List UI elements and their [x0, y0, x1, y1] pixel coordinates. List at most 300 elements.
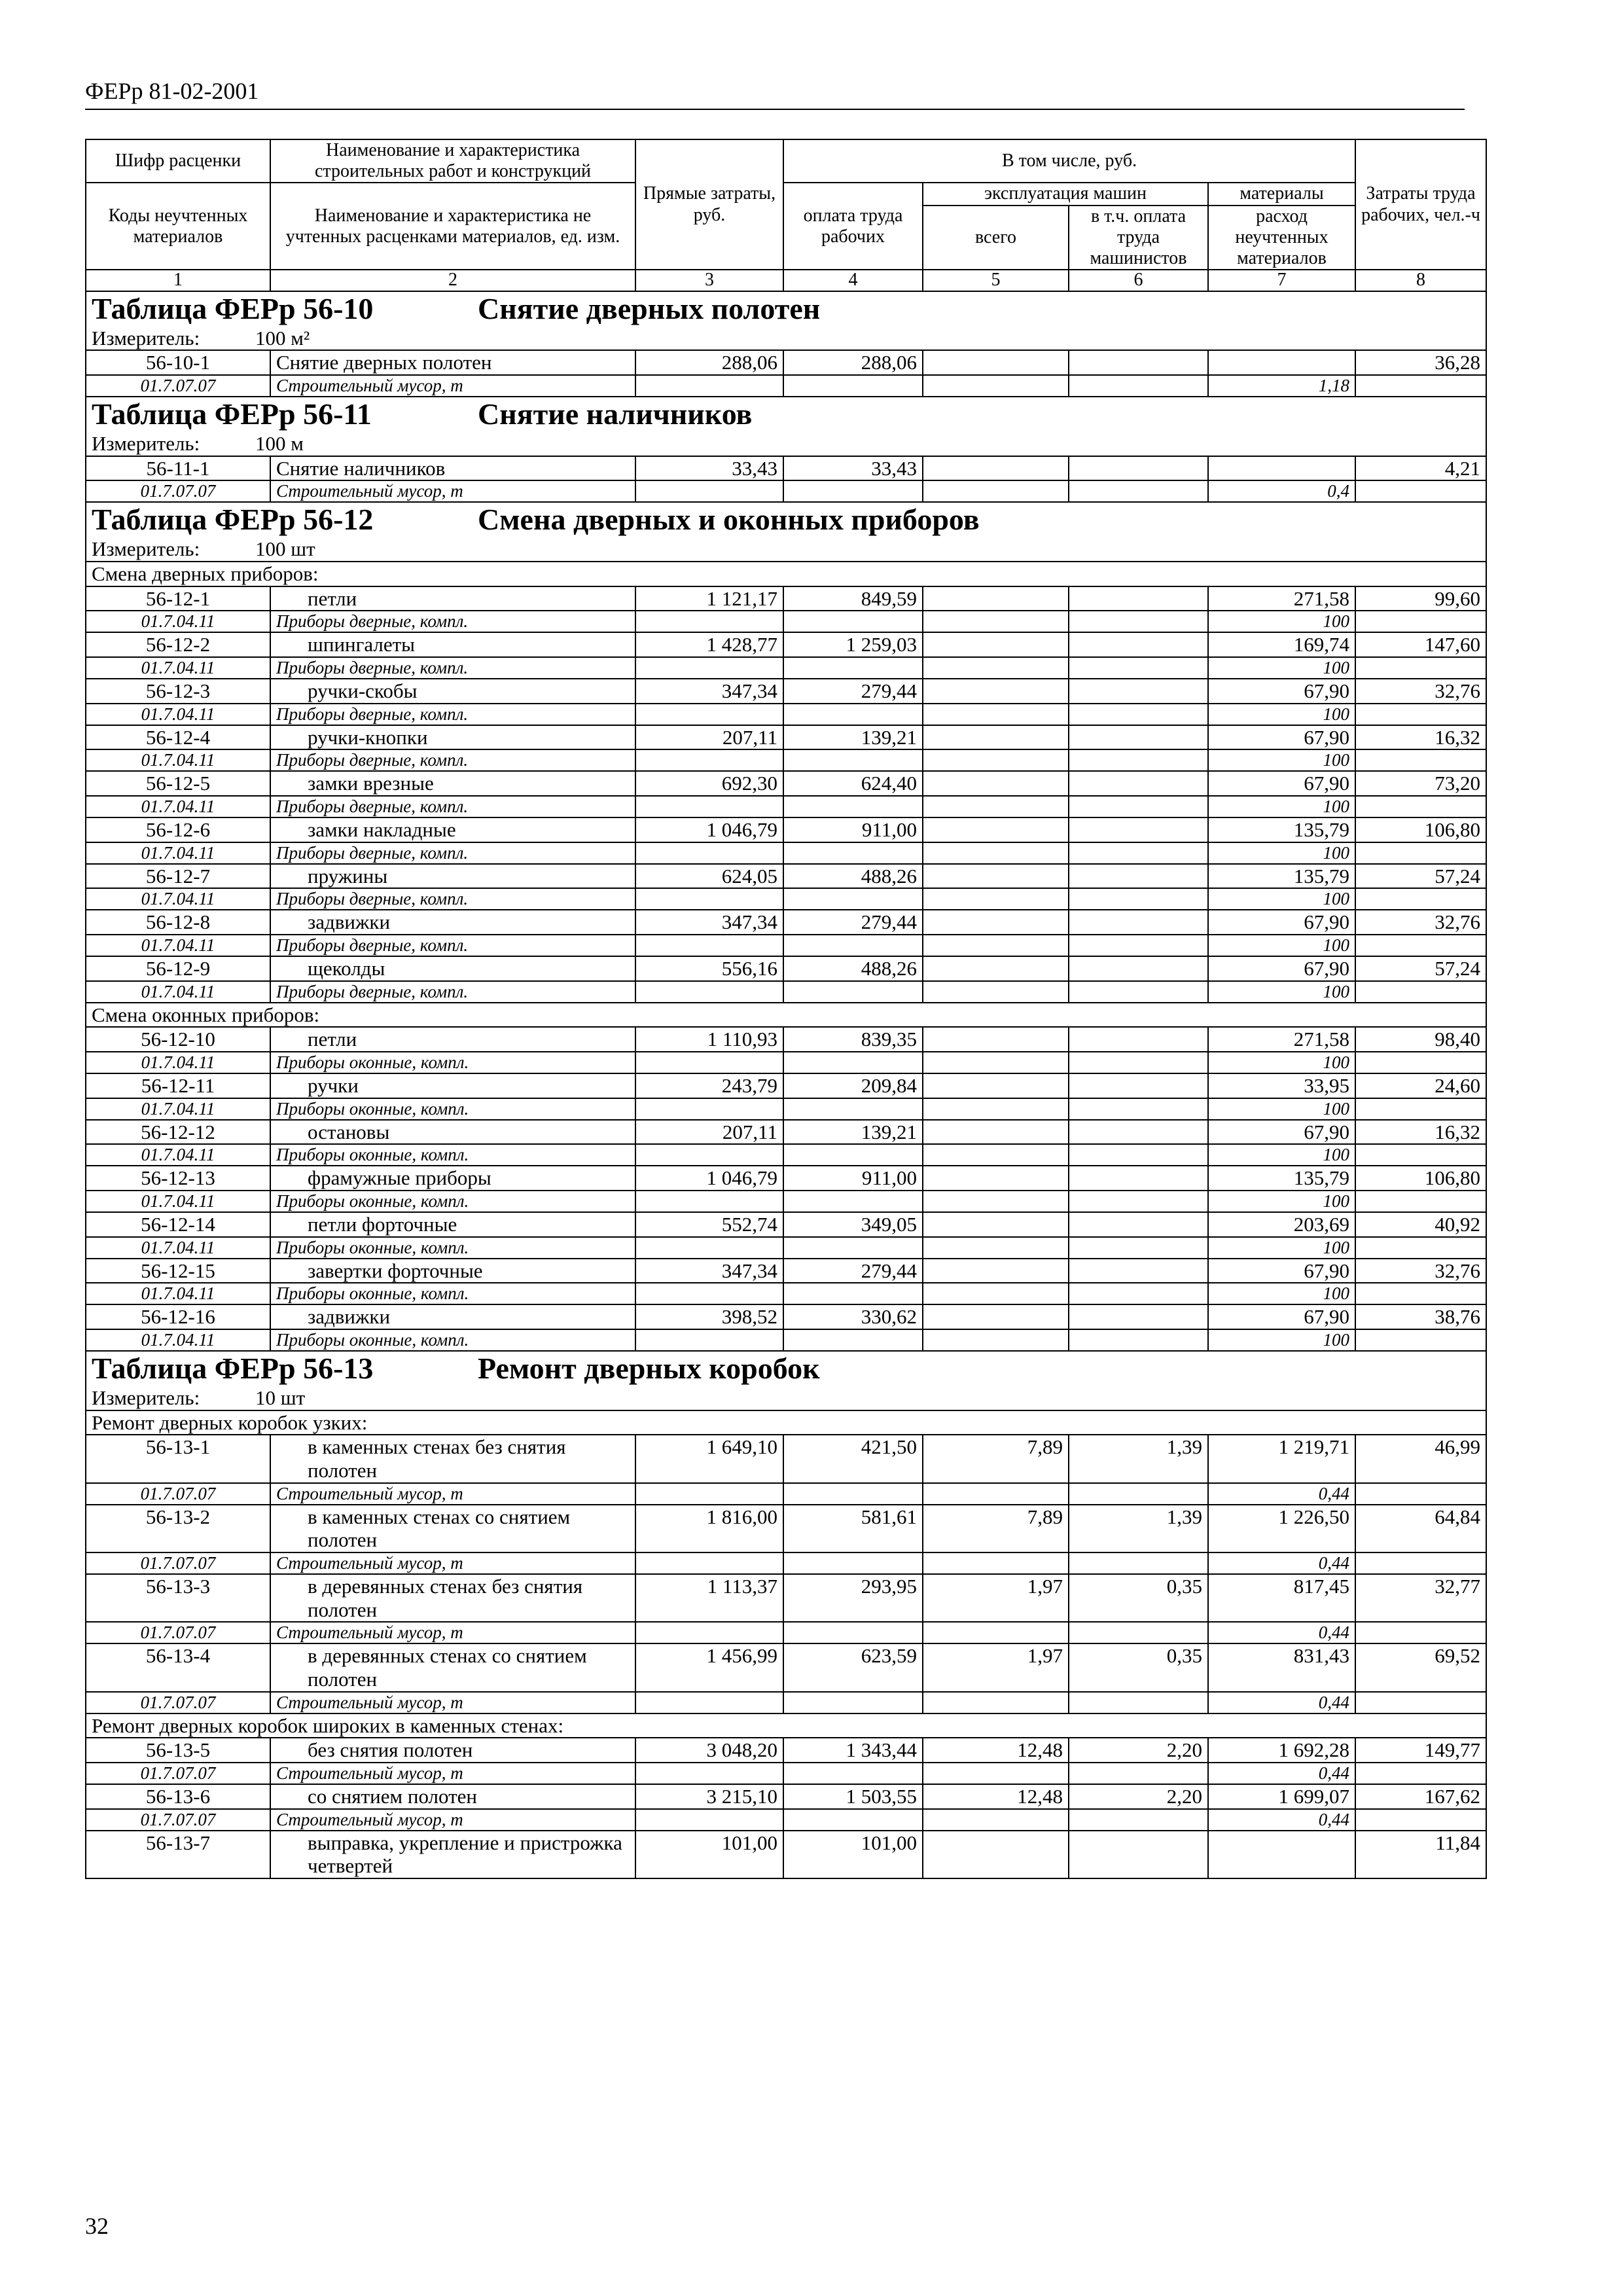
table-title: Ремонт дверных коробок: [478, 1352, 820, 1386]
material-row: [86, 375, 1486, 397]
table-row: [86, 632, 1486, 657]
empty-cell: [783, 1052, 923, 1073]
empty-cell: [923, 1692, 1069, 1713]
table-title: Снятие наличников: [478, 397, 753, 431]
measure-label: Измеритель:: [92, 537, 200, 561]
table-row: [86, 1259, 1486, 1283]
work-name: [270, 1027, 635, 1052]
direct-cost: 1 121,17: [635, 586, 783, 611]
empty-cell: [1069, 1144, 1208, 1166]
empty-cell: [1355, 749, 1486, 771]
material-name: Строительный мусор, т: [270, 1763, 635, 1784]
measure-label: Измеритель:: [92, 432, 200, 456]
empty-cell: [1069, 1483, 1208, 1505]
rate-code: 56-13-7: [86, 1831, 270, 1878]
empty-cell: [783, 1329, 923, 1351]
col-header-materials: материалы: [1208, 183, 1355, 205]
rate-code: 56-13-4: [86, 1643, 270, 1691]
work-name-text: задвижки: [308, 910, 391, 934]
material-code: 01.7.07.07: [86, 1763, 270, 1784]
direct-cost: 1 113,37: [635, 1574, 783, 1622]
table-row: [86, 1784, 1486, 1809]
table-row: [86, 679, 1486, 704]
work-name: [270, 1738, 635, 1763]
machine-cost: [923, 1120, 1069, 1145]
work-name-text: в каменных стенах со снятием полотен: [308, 1505, 571, 1552]
work-name-text: щеколды: [308, 957, 385, 980]
empty-cell: [635, 1692, 783, 1713]
labor-hours: 73,20: [1355, 771, 1486, 796]
labor-hours: 24,60: [1355, 1073, 1486, 1098]
material-code: 01.7.04.11: [86, 935, 270, 956]
empty-cell: [1069, 1329, 1208, 1351]
measure-cell: [86, 432, 1486, 456]
table-row: [86, 910, 1486, 935]
machine-cost: [923, 1259, 1069, 1283]
machine-cost: [923, 956, 1069, 981]
material-code: 01.7.04.11: [86, 1052, 270, 1073]
rate-code: 56-13-1: [86, 1435, 270, 1482]
empty-cell: [923, 1283, 1069, 1304]
work-name-text: остановы: [308, 1120, 390, 1143]
table-row: [86, 771, 1486, 796]
rate-code: 56-12-12: [86, 1120, 270, 1145]
material-code: 01.7.07.07: [86, 1622, 270, 1643]
empty-cell: [923, 1622, 1069, 1643]
machine-cost: 7,89: [923, 1435, 1069, 1482]
work-name-text: ручки-кнопки: [308, 725, 428, 749]
empty-cell: [923, 704, 1069, 725]
work-name: [270, 956, 635, 981]
labor-cost: 623,59: [783, 1643, 923, 1691]
empty-cell: [635, 1144, 783, 1166]
direct-cost: 1 110,93: [635, 1027, 783, 1052]
material-row: [86, 1329, 1486, 1351]
labor-hours: 149,77: [1355, 1738, 1486, 1763]
material-code: 01.7.04.11: [86, 1283, 270, 1304]
empty-cell: [783, 657, 923, 679]
empty-cell: [1069, 1692, 1208, 1713]
machine-cost: [923, 1212, 1069, 1237]
material-cost: 1 226,50: [1208, 1505, 1355, 1552]
work-name-text: замки накладные: [308, 817, 456, 841]
material-name: Приборы оконные, компл.: [270, 1329, 635, 1351]
material-code: 01.7.04.11: [86, 796, 270, 817]
table-code: Таблица ФЕРр 56-12: [92, 503, 374, 537]
labor-hours: 16,32: [1355, 1120, 1486, 1145]
work-name: [270, 1259, 635, 1283]
machine-cost: [923, 350, 1069, 375]
rate-code: 56-12-16: [86, 1304, 270, 1329]
empty-cell: [1355, 888, 1486, 910]
material-name: Приборы оконные, компл.: [270, 1098, 635, 1120]
material-name: Строительный мусор, т: [270, 1622, 635, 1643]
labor-hours: 40,92: [1355, 1212, 1486, 1237]
work-name: [270, 1304, 635, 1329]
measure-value: 100 м²: [255, 326, 310, 350]
material-code: 01.7.04.11: [86, 1237, 270, 1259]
material-cost: 169,74: [1208, 632, 1355, 657]
work-name-text: петли: [308, 586, 357, 610]
group-subhead: Ремонт дверных коробок широких в каменных стенах:: [86, 1713, 1486, 1738]
material-qty: 0,44: [1208, 1483, 1355, 1505]
material-cost: [1208, 350, 1355, 375]
material-name: Строительный мусор, т: [270, 375, 635, 397]
table-row: [86, 1738, 1486, 1763]
empty-cell: [1069, 657, 1208, 679]
col-num: 6: [1069, 270, 1208, 291]
material-name: Строительный мусор, т: [270, 1809, 635, 1831]
material-qty: 100: [1208, 1191, 1355, 1212]
material-row: [86, 1692, 1486, 1713]
empty-cell: [1355, 1622, 1486, 1643]
material-qty: 100: [1208, 1237, 1355, 1259]
work-name-text: ручки: [308, 1074, 359, 1098]
empty-cell: [635, 704, 783, 725]
empty-cell: [783, 375, 923, 397]
material-cost: 67,90: [1208, 1304, 1355, 1329]
col-num: 5: [923, 270, 1069, 291]
direct-cost: 624,05: [635, 864, 783, 889]
labor-cost: 293,95: [783, 1574, 923, 1622]
material-row: [86, 1098, 1486, 1120]
empty-cell: [923, 480, 1069, 502]
material-code: 01.7.04.11: [86, 981, 270, 1003]
empty-cell: [783, 1191, 923, 1212]
empty-cell: [1069, 375, 1208, 397]
empty-cell: [783, 480, 923, 502]
machine-labor-cost: 0,35: [1069, 1574, 1208, 1622]
empty-cell: [1355, 796, 1486, 817]
empty-cell: [923, 749, 1069, 771]
empty-cell: [783, 611, 923, 632]
empty-cell: [923, 842, 1069, 864]
work-name: [270, 1831, 635, 1878]
machine-cost: [923, 632, 1069, 657]
material-row: [86, 1809, 1486, 1831]
machine-cost: 7,89: [923, 1505, 1069, 1552]
empty-cell: [1355, 1237, 1486, 1259]
table-row: [86, 1304, 1486, 1329]
material-code: 01.7.07.07: [86, 480, 270, 502]
empty-cell: [1069, 888, 1208, 910]
material-cost: 135,79: [1208, 817, 1355, 842]
material-name: Приборы дверные, компл.: [270, 935, 635, 956]
direct-cost: 552,74: [635, 1212, 783, 1237]
empty-cell: [923, 1809, 1069, 1831]
machine-cost: [923, 817, 1069, 842]
table-row: [86, 586, 1486, 611]
material-cost: 1 699,07: [1208, 1784, 1355, 1809]
material-cost: 817,45: [1208, 1574, 1355, 1622]
labor-hours: 69,52: [1355, 1643, 1486, 1691]
empty-cell: [1355, 1809, 1486, 1831]
labor-cost: 421,50: [783, 1435, 923, 1482]
empty-cell: [783, 935, 923, 956]
empty-cell: [783, 981, 923, 1003]
col-header-hours: Затраты труда рабочих, чел.-ч: [1355, 139, 1486, 270]
machine-labor-cost: 1,39: [1069, 1505, 1208, 1552]
material-name: Строительный мусор, т: [270, 480, 635, 502]
material-code: 01.7.04.11: [86, 1191, 270, 1212]
direct-cost: 3 048,20: [635, 1738, 783, 1763]
material-qty: 100: [1208, 888, 1355, 910]
work-name: [270, 1784, 635, 1809]
material-row: [86, 1052, 1486, 1073]
measure-value: 10 шт: [255, 1386, 306, 1410]
material-code: 01.7.07.07: [86, 375, 270, 397]
material-name: Строительный мусор, т: [270, 1692, 635, 1713]
material-row: [86, 935, 1486, 956]
machine-labor-cost: [1069, 456, 1208, 481]
empty-cell: [635, 1329, 783, 1351]
empty-cell: [923, 1144, 1069, 1166]
empty-cell: [635, 1283, 783, 1304]
work-name-text: фрамужные приборы: [308, 1166, 491, 1190]
empty-cell: [1355, 981, 1486, 1003]
material-qty: 0,44: [1208, 1622, 1355, 1643]
material-cost: [1208, 456, 1355, 481]
labor-cost: 911,00: [783, 817, 923, 842]
rate-code: 56-12-13: [86, 1166, 270, 1191]
group-subhead: Смена дверных приборов:: [86, 562, 1486, 586]
direct-cost: 1 649,10: [635, 1435, 783, 1482]
work-name-text: завертки форточные: [308, 1259, 483, 1282]
material-qty: 0,4: [1208, 480, 1355, 502]
material-row: [86, 796, 1486, 817]
empty-cell: [1069, 749, 1208, 771]
empty-cell: [783, 1483, 923, 1505]
machine-labor-cost: [1069, 956, 1208, 981]
work-name: [270, 1212, 635, 1237]
work-name: [270, 1435, 635, 1482]
col-header-name: Наименование и характеристика строительных работ и конструкций: [270, 139, 635, 183]
empty-cell: [783, 1622, 923, 1643]
section-title-cell: [86, 1351, 1486, 1386]
labor-cost: 1 259,03: [783, 632, 923, 657]
machine-labor-cost: 2,20: [1069, 1738, 1208, 1763]
empty-cell: [923, 1098, 1069, 1120]
labor-hours: 16,32: [1355, 725, 1486, 750]
labor-hours: 99,60: [1355, 586, 1486, 611]
labor-cost: 279,44: [783, 1259, 923, 1283]
material-code: 01.7.04.11: [86, 611, 270, 632]
empty-cell: [1355, 1052, 1486, 1073]
empty-cell: [923, 1052, 1069, 1073]
labor-cost: 139,21: [783, 725, 923, 750]
labor-hours: 46,99: [1355, 1435, 1486, 1482]
machine-labor-cost: [1069, 725, 1208, 750]
table-row: [86, 1643, 1486, 1691]
header-rule: [85, 109, 1465, 110]
machine-cost: [923, 1166, 1069, 1191]
work-name: [270, 1073, 635, 1098]
document-header: ФЕРр 81-02-2001: [85, 78, 259, 104]
material-row: [86, 611, 1486, 632]
rate-code: 56-12-15: [86, 1259, 270, 1283]
machine-labor-cost: [1069, 864, 1208, 889]
machine-labor-cost: [1069, 1073, 1208, 1098]
machine-labor-cost: 2,20: [1069, 1784, 1208, 1809]
machine-cost: 12,48: [923, 1784, 1069, 1809]
material-name: Приборы дверные, компл.: [270, 981, 635, 1003]
labor-cost: 911,00: [783, 1166, 923, 1191]
labor-hours: 32,76: [1355, 1259, 1486, 1283]
empty-cell: [1069, 842, 1208, 864]
material-row: [86, 704, 1486, 725]
table-row: [86, 1073, 1486, 1098]
empty-cell: [783, 1552, 923, 1574]
material-cost: [1208, 1831, 1355, 1878]
labor-hours: 57,24: [1355, 864, 1486, 889]
direct-cost: 243,79: [635, 1073, 783, 1098]
work-name-text: в деревянных стенах со снятием полотен: [308, 1644, 587, 1691]
machine-labor-cost: [1069, 350, 1208, 375]
machine-cost: [923, 910, 1069, 935]
col-header-labor: оплата труда рабочих: [783, 183, 923, 270]
empty-cell: [923, 375, 1069, 397]
material-name: Приборы оконные, компл.: [270, 1237, 635, 1259]
labor-cost: 209,84: [783, 1073, 923, 1098]
work-name-text: петли форточные: [308, 1213, 457, 1236]
table-row: [86, 1505, 1486, 1552]
material-qty: 100: [1208, 935, 1355, 956]
labor-cost: 101,00: [783, 1831, 923, 1878]
direct-cost: 556,16: [635, 956, 783, 981]
material-qty: 100: [1208, 796, 1355, 817]
work-name-text: в деревянных стенах без снятия полотен: [308, 1575, 583, 1621]
material-cost: 1 219,71: [1208, 1435, 1355, 1482]
material-row: [86, 1622, 1486, 1643]
empty-cell: [1069, 704, 1208, 725]
empty-cell: [635, 375, 783, 397]
empty-cell: [1355, 1329, 1486, 1351]
machine-labor-cost: 1,39: [1069, 1435, 1208, 1482]
empty-cell: [635, 935, 783, 956]
empty-cell: [635, 1483, 783, 1505]
material-row: [86, 657, 1486, 679]
measure-cell: [86, 1386, 1486, 1410]
labor-cost: 488,26: [783, 956, 923, 981]
col-num: 8: [1355, 270, 1486, 291]
work-name-text: шпингалеты: [308, 633, 415, 656]
material-cost: 67,90: [1208, 679, 1355, 704]
empty-cell: [635, 981, 783, 1003]
direct-cost: 1 428,77: [635, 632, 783, 657]
empty-cell: [1069, 611, 1208, 632]
machine-labor-cost: [1069, 817, 1208, 842]
empty-cell: [635, 1552, 783, 1574]
rate-code: 56-12-11: [86, 1073, 270, 1098]
empty-cell: [635, 1809, 783, 1831]
material-code: 01.7.07.07: [86, 1809, 270, 1831]
empty-cell: [783, 796, 923, 817]
material-row: [86, 888, 1486, 910]
empty-cell: [1069, 935, 1208, 956]
material-cost: 135,79: [1208, 1166, 1355, 1191]
measure-label: Измеритель:: [92, 326, 200, 350]
rate-code: 56-13-6: [86, 1784, 270, 1809]
rates-table: [85, 139, 1487, 1879]
machine-cost: [923, 725, 1069, 750]
material-row: [86, 1237, 1486, 1259]
material-name: Приборы дверные, компл.: [270, 704, 635, 725]
machine-labor-cost: [1069, 1259, 1208, 1283]
work-name: [270, 632, 635, 657]
material-name: Приборы оконные, компл.: [270, 1191, 635, 1212]
col-num: 2: [270, 270, 635, 291]
work-name: [270, 350, 635, 375]
material-name: Приборы дверные, компл.: [270, 611, 635, 632]
work-name: [270, 679, 635, 704]
machine-labor-cost: [1069, 1120, 1208, 1145]
machine-cost: [923, 1831, 1069, 1878]
empty-cell: [783, 1763, 923, 1784]
empty-cell: [635, 1098, 783, 1120]
rate-code: 56-12-9: [86, 956, 270, 981]
empty-cell: [1069, 480, 1208, 502]
labor-hours: 32,76: [1355, 679, 1486, 704]
machine-cost: 1,97: [923, 1643, 1069, 1691]
material-code: 01.7.04.11: [86, 749, 270, 771]
material-code: 01.7.04.11: [86, 888, 270, 910]
empty-cell: [783, 1098, 923, 1120]
table-code: Таблица ФЕРр 56-11: [92, 397, 372, 431]
table-title: Снятие дверных полотен: [478, 291, 821, 325]
empty-cell: [1355, 1191, 1486, 1212]
machine-cost: [923, 771, 1069, 796]
material-code: 01.7.04.11: [86, 1098, 270, 1120]
empty-cell: [1355, 935, 1486, 956]
rate-code: 56-13-3: [86, 1574, 270, 1622]
empty-cell: [783, 749, 923, 771]
col-num: 7: [1208, 270, 1355, 291]
empty-cell: [1069, 1191, 1208, 1212]
material-qty: 0,44: [1208, 1763, 1355, 1784]
empty-cell: [783, 888, 923, 910]
table-code: Таблица ФЕРр 56-13: [92, 1352, 374, 1386]
rate-code: 56-13-5: [86, 1738, 270, 1763]
table-row: [86, 1435, 1486, 1482]
empty-cell: [1355, 1483, 1486, 1505]
rate-code: 56-12-10: [86, 1027, 270, 1052]
material-qty: 100: [1208, 1052, 1355, 1073]
empty-cell: [635, 749, 783, 771]
material-code: 01.7.07.07: [86, 1552, 270, 1574]
rate-code: 56-12-8: [86, 910, 270, 935]
labor-hours: 147,60: [1355, 632, 1486, 657]
direct-cost: 1 046,79: [635, 817, 783, 842]
material-cost: 67,90: [1208, 1120, 1355, 1145]
rate-code: 56-12-6: [86, 817, 270, 842]
material-name: Приборы дверные, компл.: [270, 796, 635, 817]
machine-labor-cost: 0,35: [1069, 1643, 1208, 1691]
empty-cell: [1069, 1098, 1208, 1120]
empty-cell: [783, 842, 923, 864]
material-qty: 1,18: [1208, 375, 1355, 397]
col-header-code: Шифр расценки: [86, 139, 270, 183]
table-row: [86, 725, 1486, 750]
section-title-cell: [86, 291, 1486, 327]
empty-cell: [635, 842, 783, 864]
material-row: [86, 1483, 1486, 1505]
empty-cell: [1355, 1144, 1486, 1166]
empty-cell: [783, 1283, 923, 1304]
empty-cell: [923, 981, 1069, 1003]
work-name: [270, 725, 635, 750]
material-cost: 1 692,28: [1208, 1738, 1355, 1763]
measure-value: 100 м: [255, 432, 304, 456]
